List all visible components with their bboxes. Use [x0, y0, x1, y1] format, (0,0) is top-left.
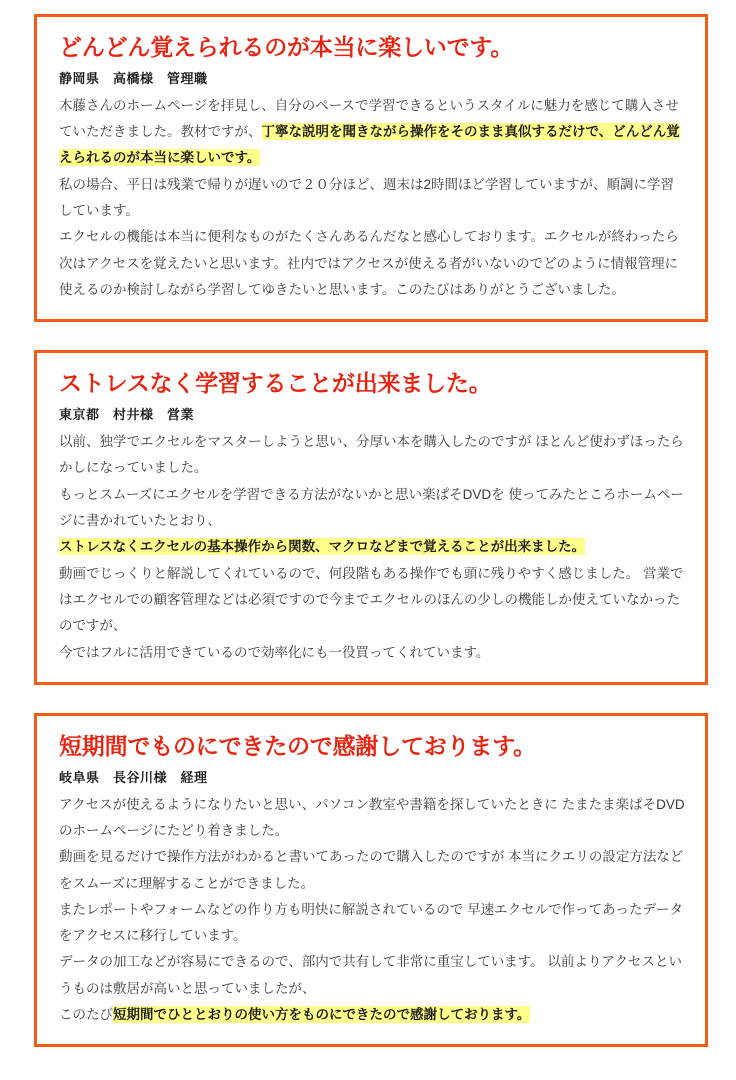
testimonial-paragraph: [59, 640, 687, 666]
body-text: またレポートやフォームなどの作り方も明快に解説されているので 早速エクセルで作ってあったデータをアクセスに移行しています。: [59, 901, 683, 944]
testimonial-body: [59, 792, 687, 1029]
testimonial-card: [34, 350, 708, 685]
testimonial-title: ストレスなく学習することが出来ました。: [59, 370, 492, 397]
testimonial-byline: 東京都 村井様 営業: [59, 407, 195, 422]
testimonial-paragraph: [59, 897, 687, 950]
body-text: 私の場合、平日は残業で帰りが遅いので２０分ほど、週末は2時間ほど学習していますが、順調に学習しています。: [59, 176, 675, 218]
testimonial-list: [34, 14, 708, 1047]
highlighted-text: 丁寧な説明を聞きながら操作をそのまま真似するだけで、どんどん覚えられるのが本当に楽しいです。: [59, 124, 680, 166]
testimonial-byline: 岐阜県 長谷川様 経理: [59, 769, 208, 785]
testimonial-card: [34, 14, 708, 322]
testimonial-title: 短期間でものにできたので感謝しております。: [59, 732, 536, 759]
testimonial-paragraph: [59, 172, 687, 225]
body-text: 以前、独学でエクセルをマスターしようと思い、分厚い本を購入したのですが ほとんど使わずほったらかしになっていました。: [59, 434, 684, 476]
body-text: 今ではフルに活用できているので効率化にも一役買ってくれています。: [59, 644, 490, 660]
body-text: アクセスが使えるようになりたいと思い、パソコン教室や書籍を探していたときに たまたま楽ぱそDVDのホームページにたどり着きました。: [59, 796, 685, 838]
body-text: データの加工などが容易にできるので、部内で共有して非常に重宝しています。 以前よりアクセスというものは敷居が高いと思っていましたが、: [59, 954, 682, 996]
testimonial-body: [59, 429, 687, 666]
testimonial-paragraph: [59, 949, 687, 1002]
body-text: エクセルの機能は本当に便利なものがたくさんあるんだなと感心しております。エクセルが終わったら次はアクセスを覚えたいと思います。社内ではアクセスが使える者がいないのでどのように情報管理に使えるのか検討しながら学習してゆきたいと思います。このたびはありがとうございました。: [59, 229, 679, 297]
testimonial-body: [59, 93, 687, 304]
testimonial-paragraph: [59, 844, 687, 897]
testimonial-paragraph: [59, 561, 687, 640]
highlighted-text: ストレスなくエクセルの基本操作から関数、マクロなどまで覚えることが出来ました。: [59, 539, 586, 555]
body-text: 木藤さんのホームページを拝見し、自分のペースで学習できるというスタイルに魅力を感じて購入させていただきました。教材ですが、: [59, 97, 679, 140]
testimonial-paragraph: [59, 482, 687, 535]
testimonial-paragraph: [59, 534, 687, 560]
highlighted-text: 短期間でひととおりの使い方をものにできたので感謝しております。: [113, 1007, 531, 1023]
testimonial-paragraph: [59, 1002, 687, 1028]
body-text: このたび: [59, 1007, 113, 1023]
testimonial-paragraph: [59, 792, 687, 845]
body-text: 動画でじっくりと解説してくれているので、何段階もある操作でも頭に残りやすく感じました。 営業ではエクセルでの顧客管理などは必須ですので今までエクセルのほんの少しの機能しか使えていなかったのですが、: [59, 565, 684, 634]
testimonial-paragraph: [59, 429, 687, 482]
testimonial-paragraph: [59, 93, 687, 172]
testimonial-byline: 静岡県 高橋様 管理職: [59, 70, 208, 86]
body-text: もっとスムーズにエクセルを学習できる方法がないかと思い楽ぱそDVDを 使ってみたところホームページに書かれていたとおり、: [59, 486, 684, 528]
testimonial-paragraph: [59, 224, 687, 303]
testimonial-card: [34, 713, 708, 1048]
body-text: 動画を見るだけで操作方法がわかると書いてあったので購入したのですが 本当にクエリの設定方法などをスムーズに理解することができました。: [59, 849, 684, 891]
testimonial-title: どんどん覚えられるのが本当に楽しいです。: [59, 34, 514, 60]
